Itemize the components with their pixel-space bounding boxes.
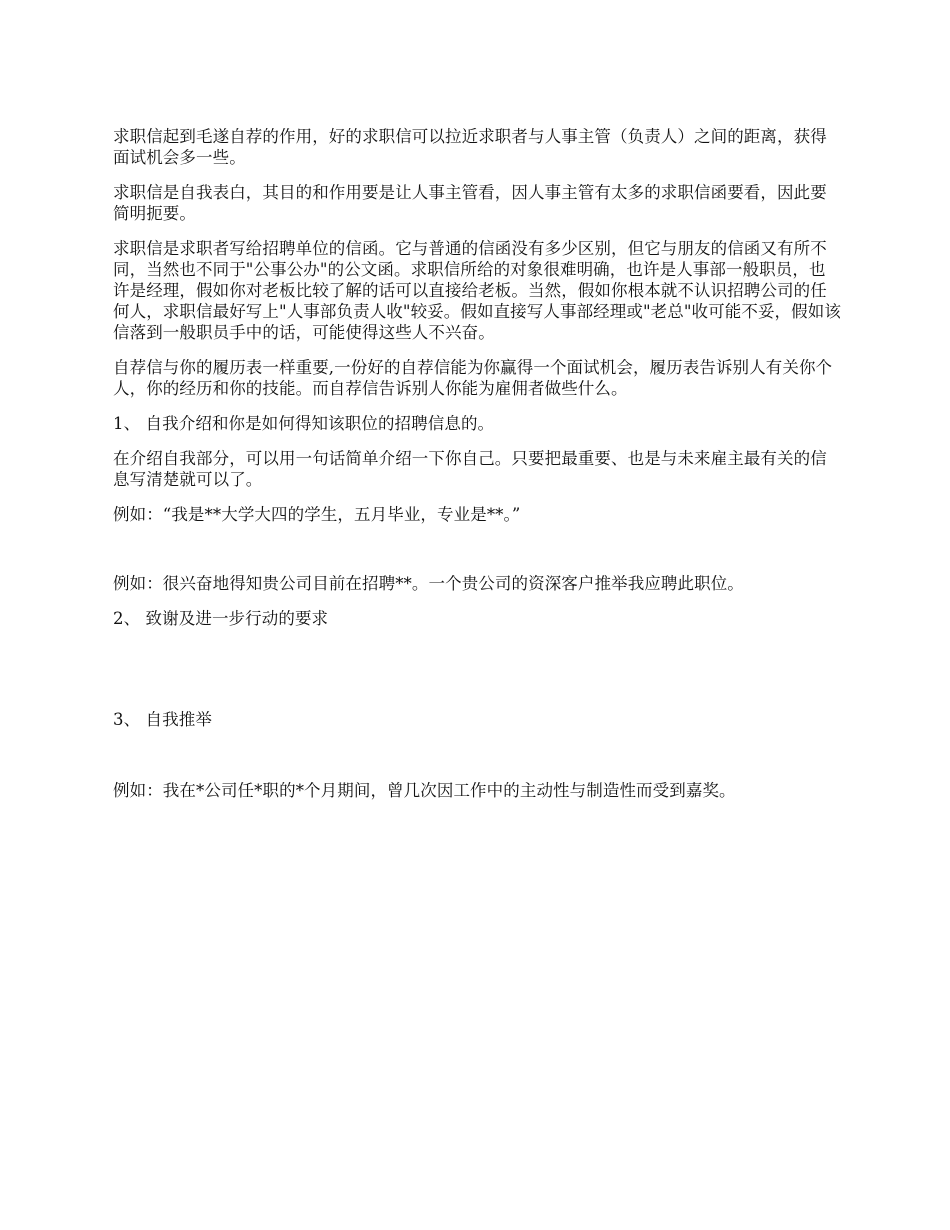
blank-space (113, 744, 841, 780)
section-heading-self-introduction: 1、 自我介绍和你是如何得知该职位的招聘信息的。 (113, 414, 495, 433)
paragraph-self-expression: 求职信是自我表白，其目的和作用要是让人事主管看，因人事主管有太多的求职信函要看，因此要简明扼要。 (113, 183, 827, 223)
section-heading-self-recommendation: 3、 自我推举 (113, 710, 212, 729)
blank-space (113, 643, 841, 709)
example-award: 例如：我在*公司任*职的*个月期间，曾几次因工作中的主动性与制造性而受到嘉奖。 (113, 781, 736, 800)
section-heading-thanks-follow-up: 2、 致谢及进一步行动的要求 (113, 609, 329, 628)
paragraph-intro: 求职信起到毛遂自荐的作用，好的求职信可以拉近求职者与人事主管（负责人）之间的距离，获得面试机会多一些。 (113, 127, 827, 167)
example-job-source: 例如：很兴奋地得知贵公司目前在招聘**。一个贵公司的资深客户推举我应聘此职位。 (113, 574, 744, 593)
paragraph-self-introduction-guide: 在介绍自我部分，可以用一句话简单介绍一下你自己。只要把最重要、也是与未来雇主最有关的信息写清楚就可以了。 (113, 449, 827, 489)
paragraph-resume-comparison: 自荐信与你的履历表一样重要,一份好的自荐信能为你赢得一个面试机会，履历表告诉别人有关你个人，你的经历和你的技能。而自荐信告诉别人你能为雇佣者做些什么。 (113, 358, 833, 398)
paragraph-letter-definition: 求职信是求职者写给招聘单位的信函。它与普通的信函没有多少区别，但它与朋友的信函又有所不同，当然也不同于"公事公办"的公文函。求职信所给的对象很难明确，也许是人事部一般职员，也许是经理，假如你对老板比较了解的话可以直接给老板。当然，假如你根本就不认识招聘公司的任何人，求职信最好写上"人事部负责人收"较妥。假如直接写人事部经理或"老总"收可能不妥，假如该信落到一般职员手中的话，可能使得这些人不兴奋。 (113, 239, 841, 342)
example-student-introduction: 例如：“我是**大学大四的学生，五月毕业，专业是**。” (113, 505, 521, 524)
document-body (113, 126, 841, 815)
blank-space (113, 539, 841, 573)
